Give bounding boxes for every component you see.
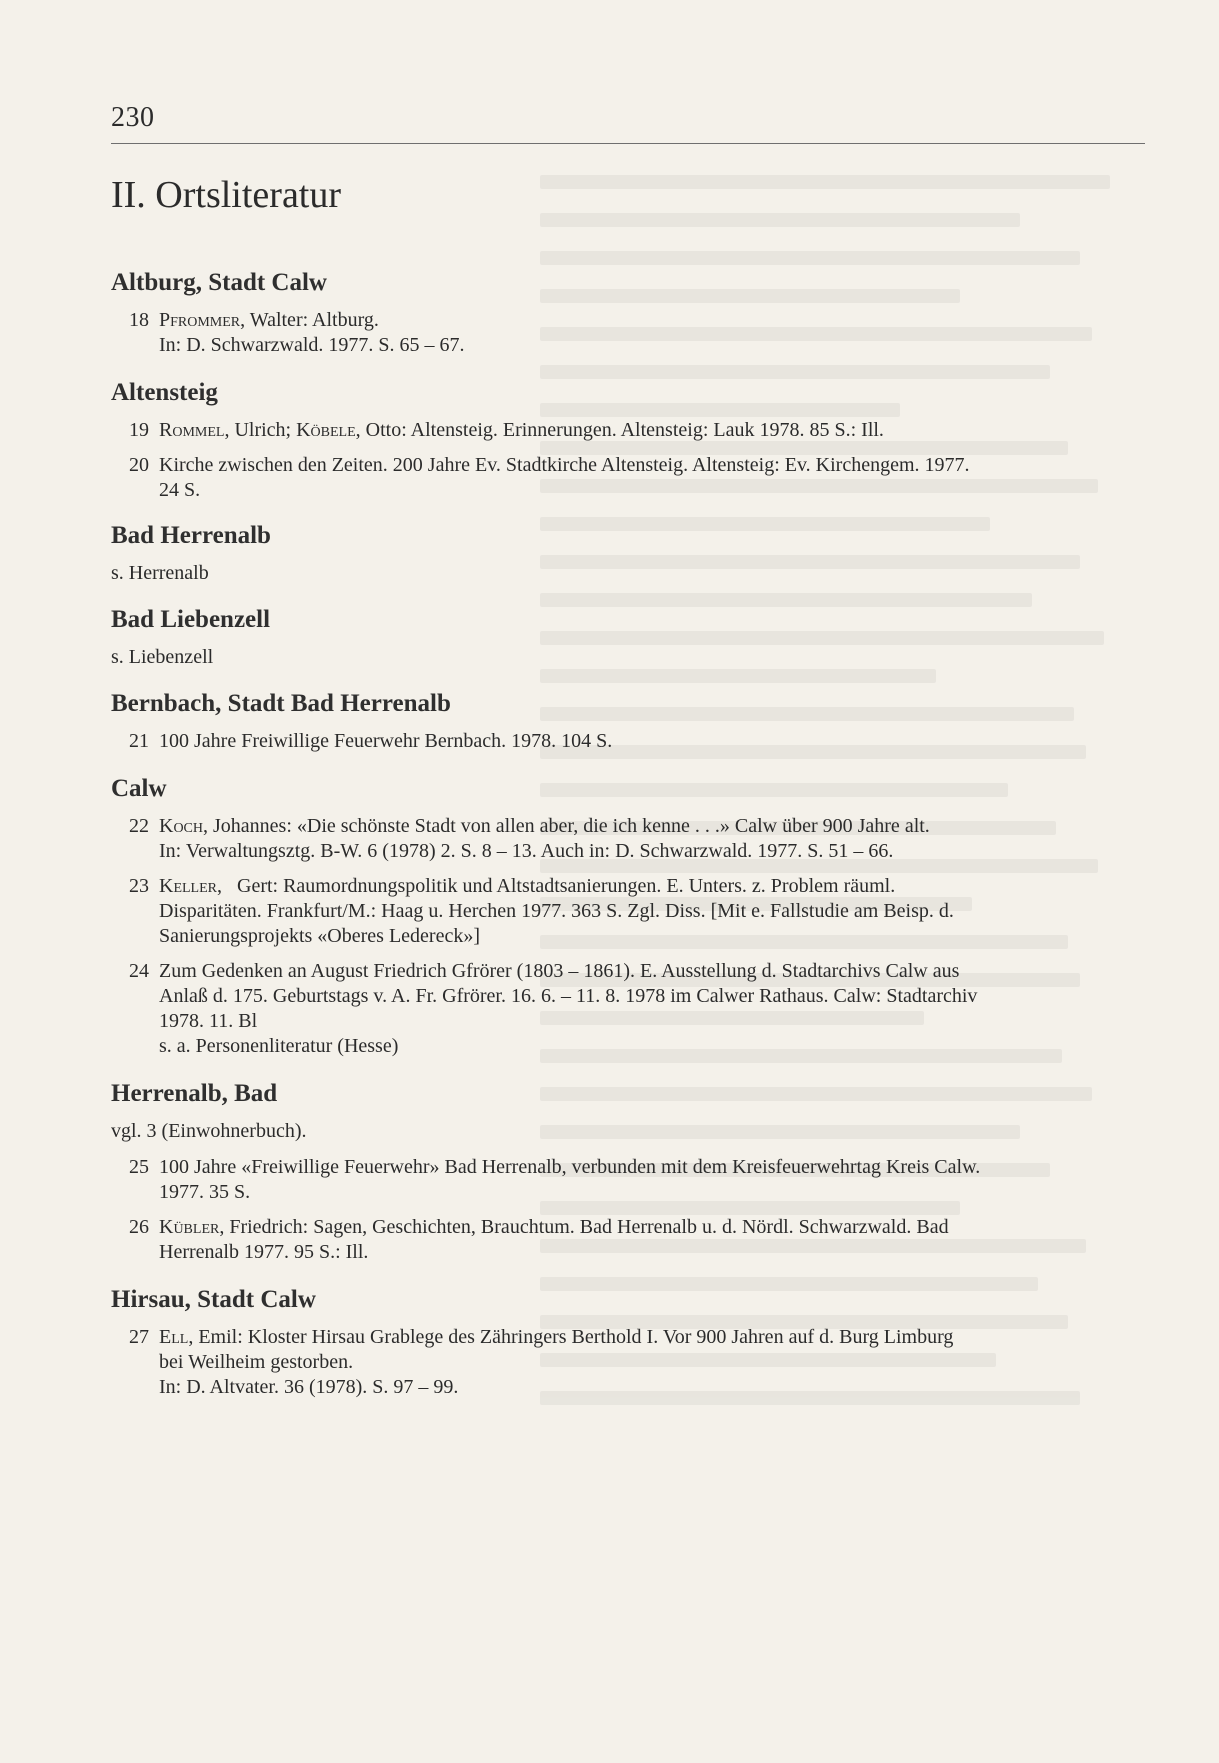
header-rule (111, 143, 1145, 144)
entry-text (159, 453, 1145, 503)
section-bad-liebenzell (111, 605, 1145, 669)
section-heading: Bernbach, Stadt Bad Herrenalb (111, 690, 451, 717)
entry-line: Sanierungsprojekts «Oberes Ledereck»] (159, 925, 480, 947)
entry-number: 18 (129, 309, 149, 331)
entry-line: Kübler, Friedrich: Sagen, Geschichten, Brauchtum. Bad Herrenalb u. d. Nördl. Schwarzwald. Bad (159, 1216, 949, 1238)
entry-text (159, 814, 1145, 864)
entry-line: Pfrommer, Walter: Altburg. (159, 309, 379, 331)
bibliography-entry (111, 729, 1145, 754)
entry-line: Kirche zwischen den Zeiten. 200 Jahre Ev. Stadtkirche Altensteig. Altensteig: Ev. Kirchengem. 1977. (159, 454, 970, 476)
section-heading: Hirsau, Stadt Calw (111, 1286, 316, 1313)
entry-line: In: D. Schwarzwald. 1977. S. 65 – 67. (159, 334, 465, 356)
author-name: Ell (159, 1326, 189, 1348)
section-bernbach (111, 689, 1145, 754)
section-heading: Calw (111, 775, 167, 802)
entry-line: 1978. 11. Bl (159, 1010, 258, 1032)
entry-number: 24 (129, 960, 149, 982)
entry-line: 100 Jahre Freiwillige Feuerwehr Bernbach. 1978. 104 S. (159, 730, 613, 752)
author-name: Kübler (159, 1216, 220, 1238)
entry-text (159, 959, 1145, 1059)
entry-number: 26 (129, 1216, 149, 1238)
section-bad-herrenalb (111, 521, 1145, 585)
bibliography-content (111, 268, 1145, 1410)
section-heading: Altburg, Stadt Calw (111, 269, 327, 296)
entry-text (159, 1155, 1145, 1205)
entry-line: Disparitäten. Frankfurt/M.: Haag u. Herchen 1977. 363 S. Zgl. Diss. [Mit e. Fallstudie am Beisp. d. (159, 900, 954, 922)
author-name: Pfrommer (159, 309, 241, 331)
entry-text (159, 418, 1145, 443)
entry-line: Ell, Emil: Kloster Hirsau Grablege des Zähringers Berthold I. Vor 900 Jahren auf d. Burg Limburg (159, 1326, 954, 1348)
entry-text (159, 1215, 1145, 1265)
entry-number: 22 (129, 815, 149, 837)
bibliography-entry (111, 418, 1145, 443)
entry-line: 24 S. (159, 479, 201, 501)
entry-line: Anlaß d. 175. Geburtstags v. A. Fr. Gfrörer. 16. 6. – 11. 8. 1978 im Calwer Rathaus. Calw: Stadtarchiv (159, 985, 978, 1007)
author-name: Rommel (159, 419, 225, 441)
bibliography-entry (111, 308, 1145, 358)
bibliography-entry (111, 874, 1145, 949)
cross-reference: s. Liebenzell (111, 646, 214, 668)
bibliography-entry (111, 1155, 1145, 1205)
entry-line: bei Weilheim gestorben. (159, 1351, 354, 1373)
bibliography-entry (111, 814, 1145, 864)
cross-reference: s. Herrenalb (111, 562, 209, 584)
author-name: Koch (159, 815, 204, 837)
entry-text (159, 1325, 1145, 1400)
bibliography-entry (111, 959, 1145, 1059)
section-heading: Herrenalb, Bad (111, 1080, 278, 1107)
entry-number: 23 (129, 875, 149, 897)
entry-number: 25 (129, 1156, 149, 1178)
section-hirsau (111, 1285, 1145, 1400)
entry-text (159, 729, 1145, 754)
bibliography-entry (111, 453, 1145, 503)
bibliography-entry (111, 1325, 1145, 1400)
entry-text (159, 308, 1145, 358)
page-number: 230 (111, 102, 155, 133)
cross-reference: vgl. 3 (Einwohnerbuch). (111, 1120, 307, 1142)
entry-line: Zum Gedenken an August Friedrich Gfrörer (1803 – 1861). E. Ausstellung d. Stadtarchivs Calw aus (159, 960, 960, 982)
section-calw (111, 774, 1145, 1059)
section-heading: Bad Herrenalb (111, 522, 271, 549)
page-title: II. Ortsliteratur (111, 174, 342, 216)
entry-line: Rommel, Ulrich; Köbele, Otto: Altensteig. Erinnerungen. Altensteig: Lauk 1978. 85 S.: Ill. (159, 419, 884, 441)
entry-line: Herrenalb 1977. 95 S.: Ill. (159, 1241, 369, 1263)
entry-text (159, 874, 1145, 949)
entry-line: In: Verwaltungsztg. B-W. 6 (1978) 2. S. 8 – 13. Auch in: D. Schwarzwald. 1977. S. 51 – 66. (159, 840, 894, 862)
entry-line: In: D. Altvater. 36 (1978). S. 97 – 99. (159, 1376, 459, 1398)
bibliography-entry (111, 1215, 1145, 1265)
entry-number: 19 (129, 419, 149, 441)
cross-reference: s. a. Personenliteratur (Hesse) (159, 1035, 399, 1057)
section-altensteig (111, 378, 1145, 503)
entry-number: 27 (129, 1326, 149, 1348)
author-name: Keller (159, 875, 217, 897)
section-heading: Altensteig (111, 379, 218, 406)
entry-line: 100 Jahre «Freiwillige Feuerwehr» Bad Herrenalb, verbunden mit dem Kreisfeuerwehrtag Kreis Calw. (159, 1156, 981, 1178)
section-heading: Bad Liebenzell (111, 606, 271, 633)
section-herrenalb-bad (111, 1079, 1145, 1265)
section-altburg (111, 268, 1145, 358)
entry-line: Koch, Johannes: «Die schönste Stadt von allen aber, die ich kenne . . .» Calw über 900 Jahre alt. (159, 815, 930, 837)
entry-line: 1977. 35 S. (159, 1181, 251, 1203)
entry-number: 20 (129, 454, 149, 476)
entry-number: 21 (129, 730, 149, 752)
entry-line: Keller, Gert: Raumordnungspolitik und Altstadtsanierungen. E. Unters. z. Problem räuml. (159, 875, 896, 897)
author-name: Köbele (296, 419, 356, 441)
